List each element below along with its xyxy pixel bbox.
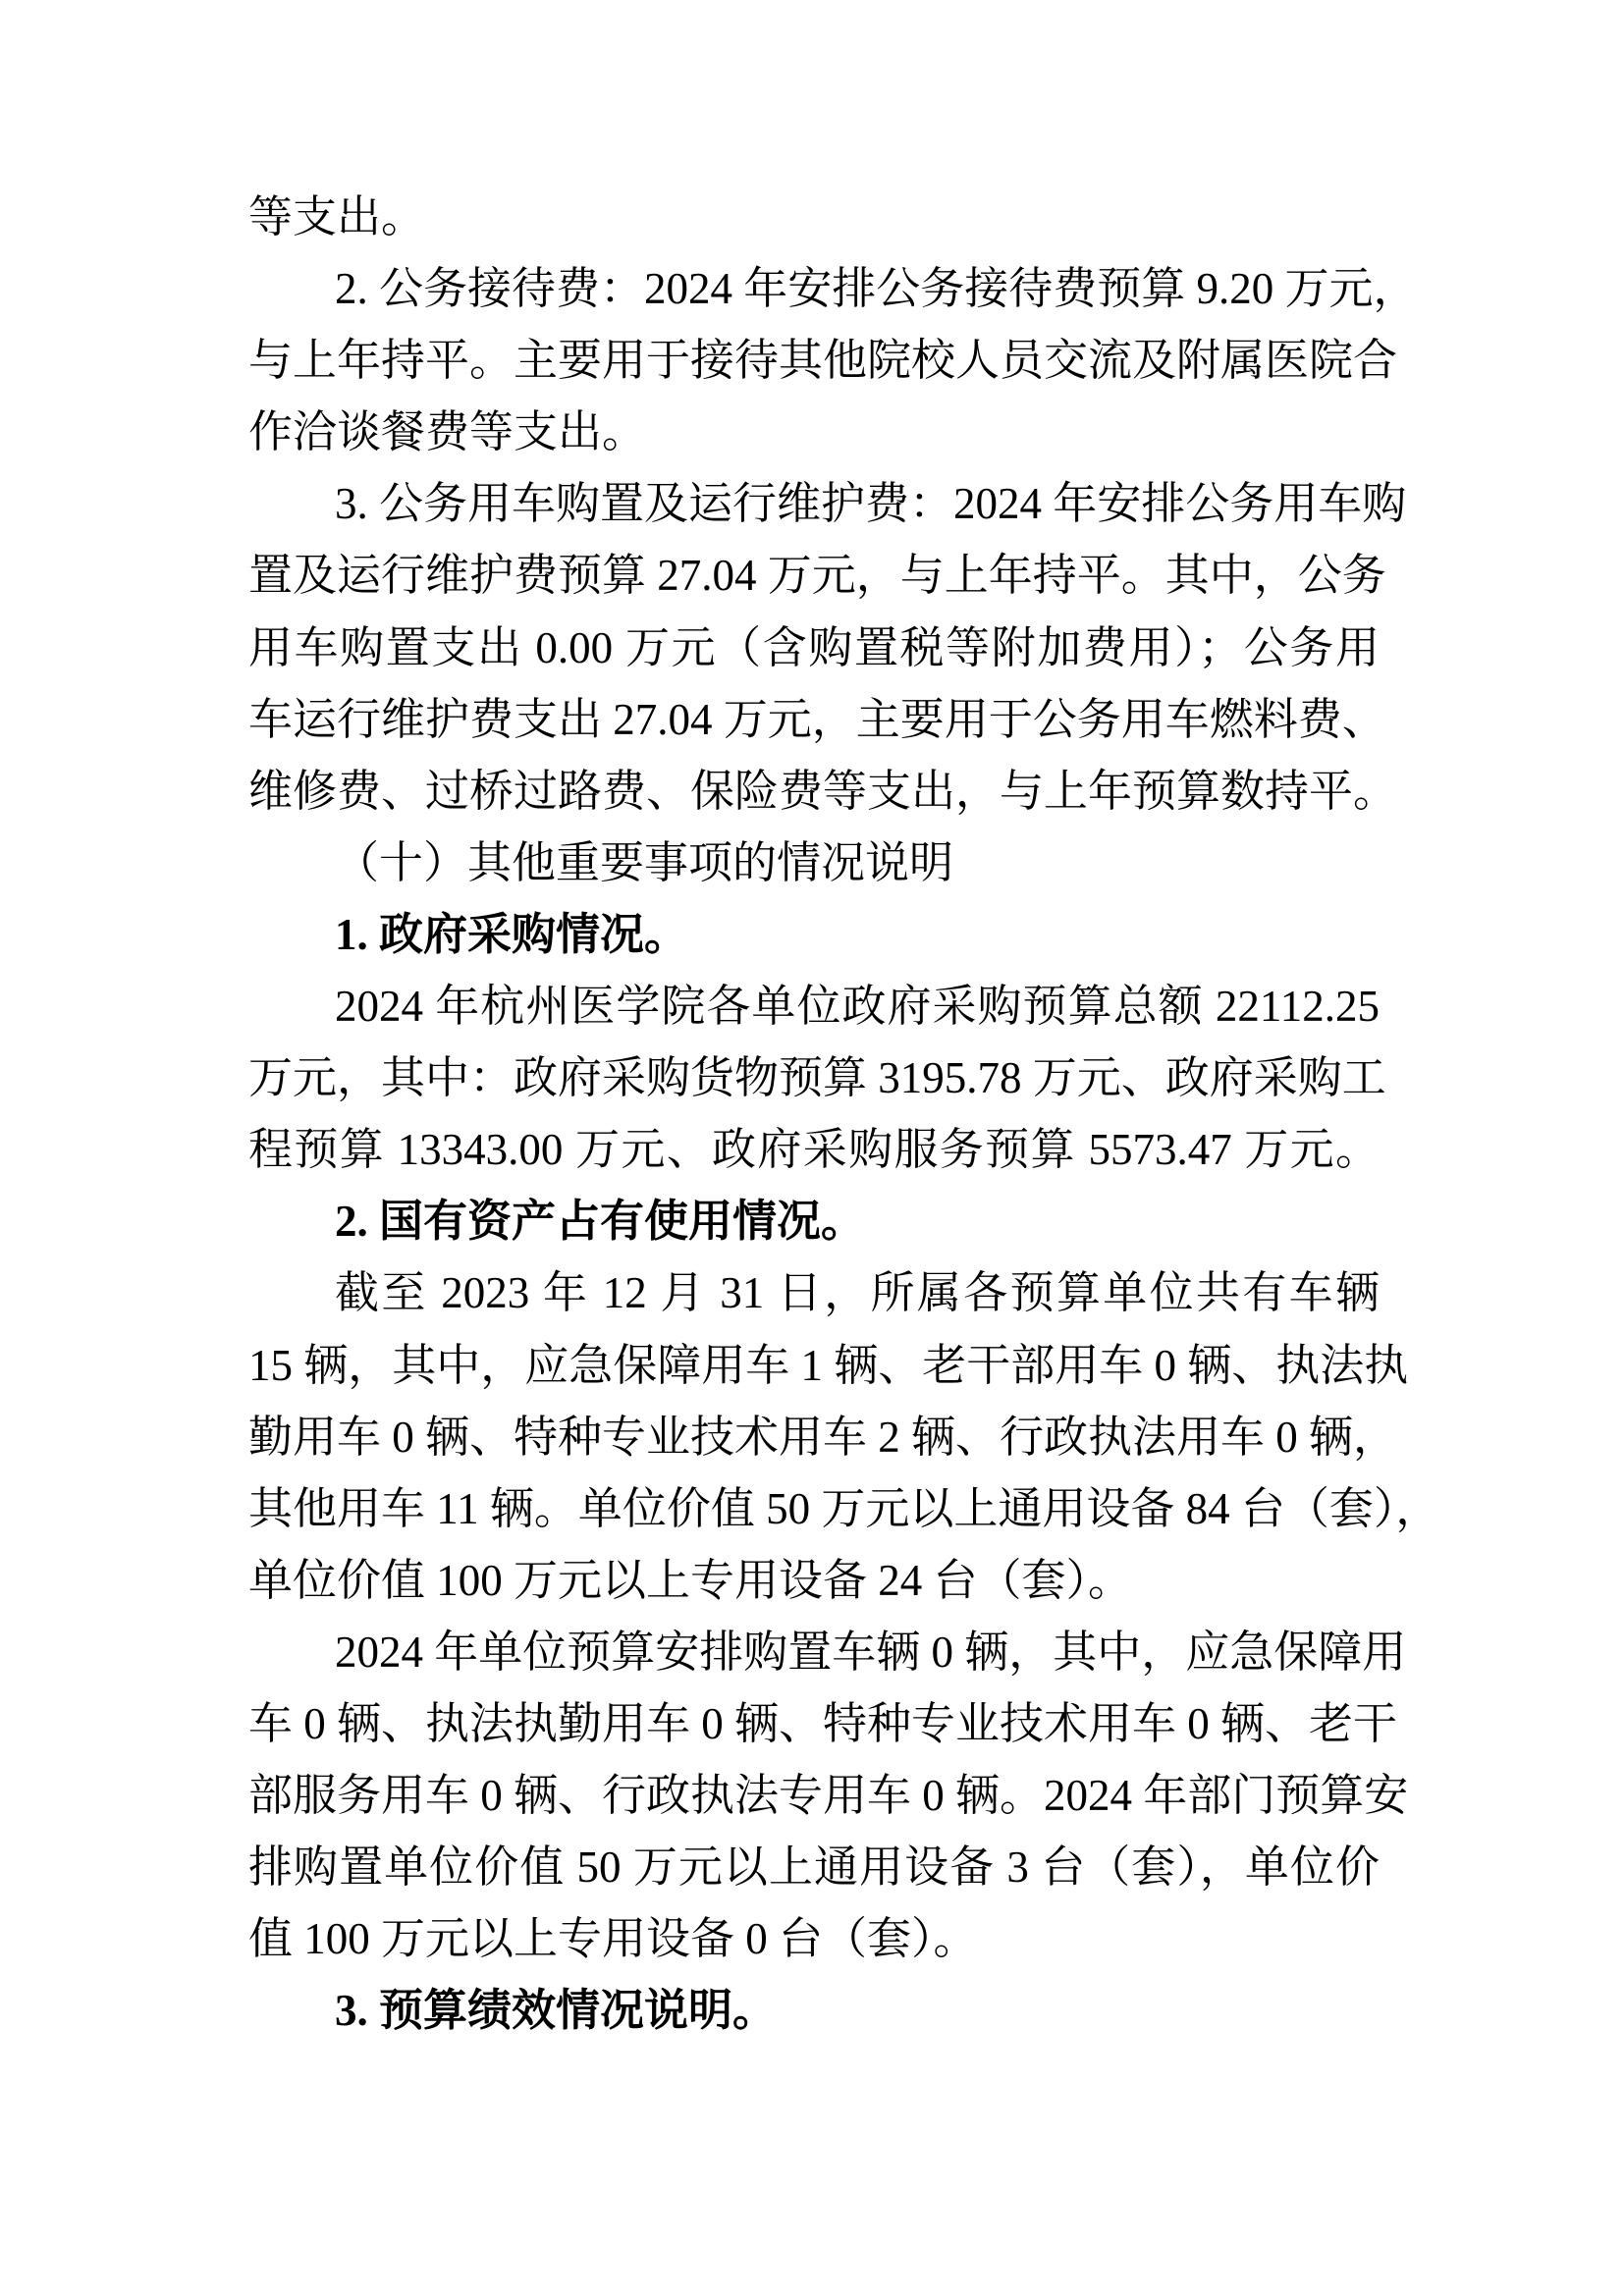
body-text-line: 排购置单位价值 50 万元以上通用设备 3 台（套），单位价 — [248, 1842, 1380, 1893]
body-text-line: 与上年持平。主要用于接待其他院校人员交流及附属医院合 — [248, 336, 1398, 386]
body-text-line: 维修费、过桥过路费、保险费等支出，与上年预算数持平。 — [248, 766, 1398, 816]
body-text-line: 2024 年单位预算安排购置车辆 0 辆，其中，应急保障用 — [335, 1627, 1407, 1677]
body-text-line: 截至 2023 年 12 月 31 日，所属各预算单位共有车辆 — [335, 1268, 1380, 1318]
body-text-line: （十）其他重要事项的情况说明 — [335, 837, 954, 887]
document-text-column — [248, 182, 1440, 2047]
body-text-line: 勤用车 0 辆、特种专业技术用车 2 辆、行政执法用车 0 辆， — [248, 1412, 1398, 1462]
body-text-line: 万元，其中：政府采购货物预算 3195.78 万元、政府采购工 — [248, 1053, 1386, 1103]
body-text-line: 等支出。 — [248, 192, 426, 241]
body-text-line: 2024 年杭州医学院各单位政府采购预算总额 22112.25 — [335, 982, 1380, 1032]
section-heading-line: 1. 政府采购情况。 — [335, 909, 689, 959]
body-text-line: 2. 公务接待费：2024 年安排公务接待费预算 9.20 万元， — [335, 264, 1418, 314]
body-text-line: 单位价值 100 万元以上专用设备 24 台（套）。 — [248, 1555, 1133, 1605]
body-text-line: 用车购置支出 0.00 万元（含购置税等附加费用）；公务用 — [248, 622, 1380, 672]
section-heading-line: 2. 国有资产占有使用情况。 — [335, 1197, 866, 1247]
body-text-line: 置及运行维护费预算 27.04 万元，与上年持平。其中，公务 — [248, 551, 1386, 601]
body-text-line: 车 0 辆、执法执勤用车 0 辆、特种专业技术用车 0 辆、老干 — [248, 1698, 1398, 1748]
body-text-line: 值 100 万元以上专用设备 0 台（套）。 — [248, 1914, 978, 1964]
body-text-line: 3. 公务用车购置及运行维护费：2024 年安排公务用车购 — [335, 479, 1407, 529]
body-text-line: 作洽谈餐费等支出。 — [248, 407, 647, 457]
section-heading-line: 3. 预算绩效情况说明。 — [335, 1986, 778, 2036]
body-text-line: 车运行维护费支出 27.04 万元，主要用于公务用车燃料费、 — [248, 694, 1386, 744]
body-text-line: 其他用车 11 辆。单位价值 50 万元以上通用设备 84 台（套）， — [248, 1483, 1440, 1533]
body-text-line: 15 辆，其中，应急保障用车 1 辆、老干部用车 0 辆、执法执 — [248, 1340, 1409, 1390]
body-text-line: 部服务用车 0 辆、行政执法专用车 0 辆。2024 年部门预算安 — [248, 1771, 1409, 1821]
body-text-line: 程预算 13343.00 万元、政府采购服务预算 5573.47 万元。 — [248, 1125, 1380, 1175]
